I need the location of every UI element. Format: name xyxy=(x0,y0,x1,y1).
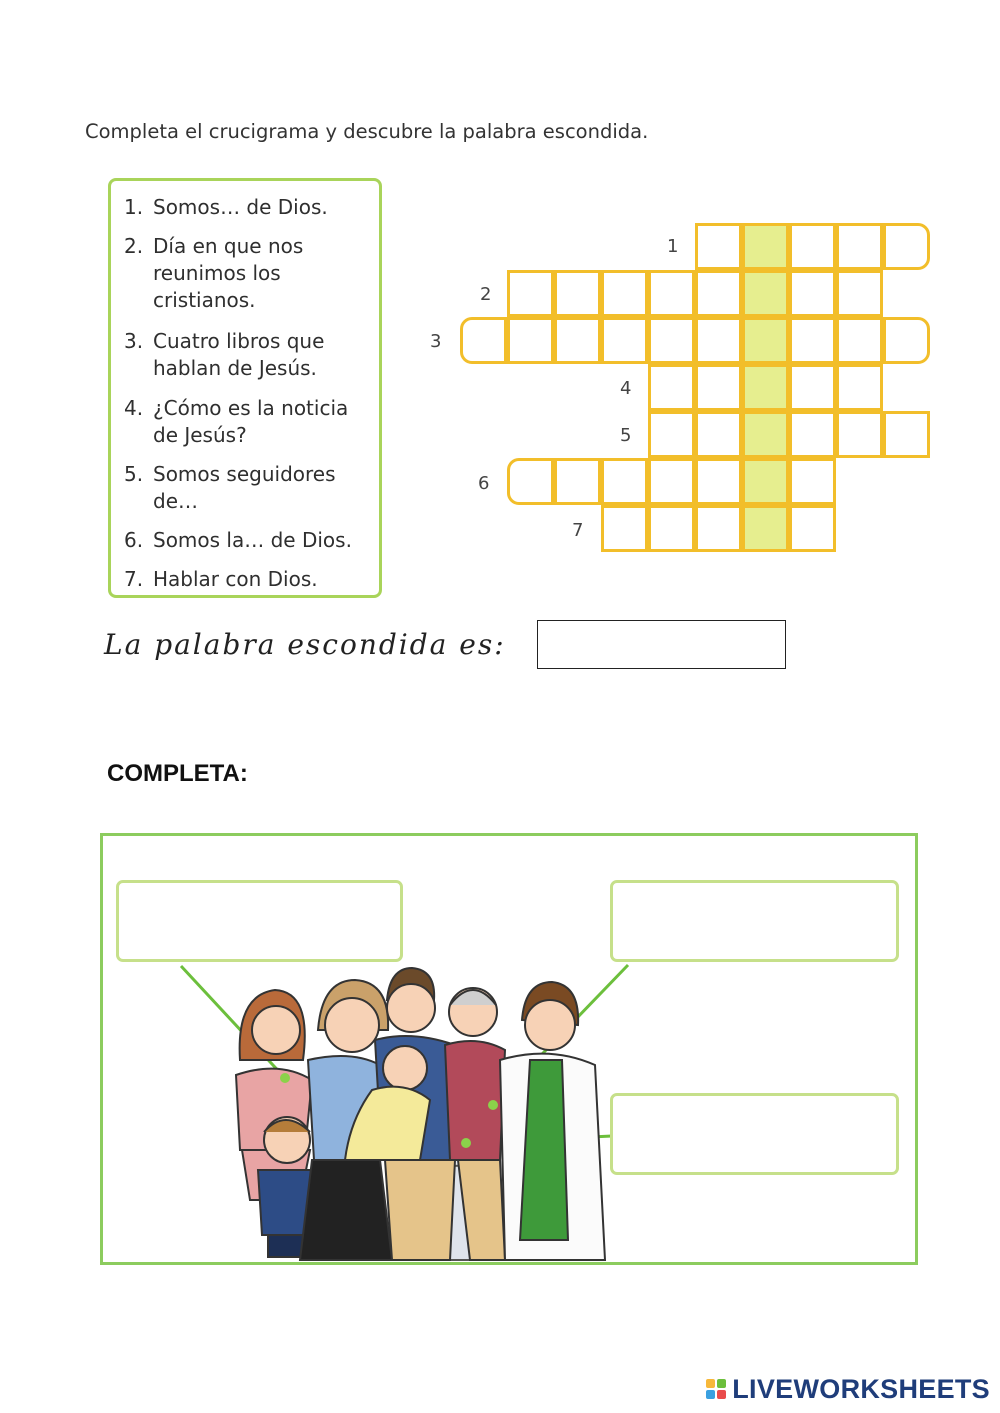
liveworksheets-text: LIVEWORKSHEETS xyxy=(732,1374,990,1404)
clue-text: Hablar con Dios. xyxy=(153,567,318,591)
crossword-row-number: 2 xyxy=(480,284,492,305)
clue-text: Somos… de Dios. xyxy=(153,195,328,219)
liveworksheets-brand xyxy=(706,1374,990,1405)
crossword-row-number: 3 xyxy=(430,331,442,352)
clue-text: Somos la… de Dios. xyxy=(153,528,352,552)
label-box-mother[interactable] xyxy=(116,880,403,962)
clue-text: Cuatro libros que hablan de Jesús. xyxy=(153,329,325,380)
clue-text: Somos seguidores de… xyxy=(153,462,336,513)
hidden-word-label: La palabra escondida es: xyxy=(104,628,506,661)
clue-number: 2. xyxy=(124,234,144,258)
crossword-row-number: 5 xyxy=(620,425,632,446)
clue-number: 4. xyxy=(124,396,144,420)
clue-text: ¿Cómo es la noticia de Jesús? xyxy=(153,396,349,447)
clue-text: Día en que nos reunimos los cristianos. xyxy=(153,234,304,312)
instruction-text: Completa el crucigrama y descubre la palabra escondida. xyxy=(85,120,649,143)
crossword-row-number: 1 xyxy=(667,236,679,257)
clue-number: 5. xyxy=(124,462,144,486)
label-box-priest[interactable] xyxy=(610,880,899,962)
label-box-font[interactable] xyxy=(610,1093,899,1175)
clue-number: 6. xyxy=(124,528,144,552)
clue-number: 1. xyxy=(124,195,144,219)
crossword-row-number: 4 xyxy=(620,378,632,399)
clue-number: 7. xyxy=(124,567,144,591)
section-title: COMPLETA: xyxy=(107,760,248,787)
liveworksheets-logo-icon xyxy=(706,1379,728,1401)
crossword-row-number: 7 xyxy=(572,520,584,541)
clue-number: 3. xyxy=(124,329,144,353)
crossword-row-number: 6 xyxy=(478,473,490,494)
